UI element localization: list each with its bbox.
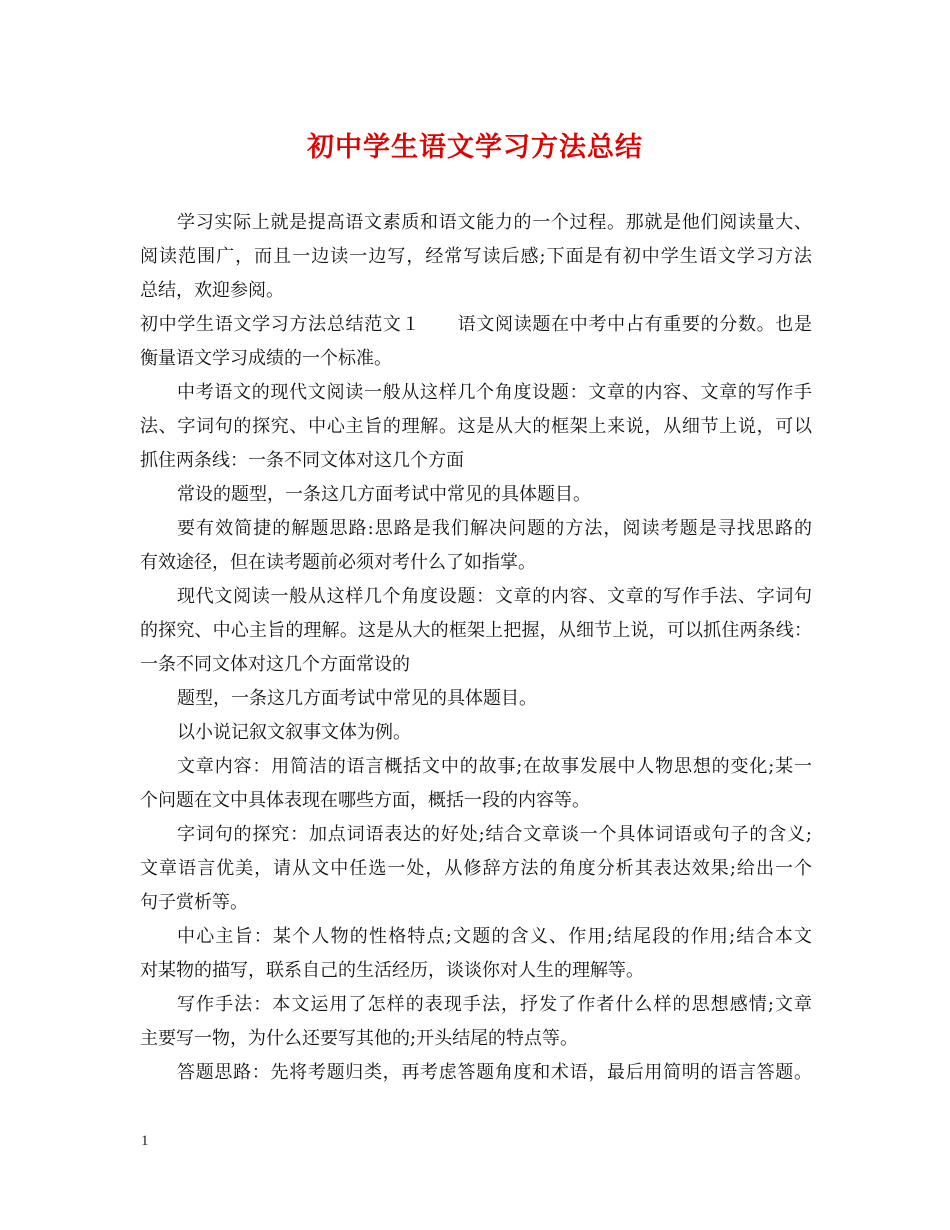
text-line: 法、字词句的探究、中心主旨的理解。这是从大的框架上来说，从细节上说，可以 (140, 416, 812, 437)
page-number: 1 (141, 1133, 149, 1149)
text-line: 一条不同文体对这几个方面常设的 (140, 654, 410, 675)
document-body (140, 206, 812, 1090)
text-line: 有效途径，但在读考题前必须对考什么了如指掌。 (140, 552, 536, 573)
document-title: 初中学生语文学习方法总结 (307, 132, 643, 163)
text-line: 个问题在文中具体表现在哪些方面，概括一段的内容等。 (140, 790, 590, 811)
text-line: 要有效简捷的解题思路:思路是我们解决问题的方法，阅读考题是寻找思路的 (177, 518, 812, 539)
text-line: 以小说记叙文叙事文体为例。 (177, 722, 411, 743)
text-line: 总结，欢迎参阅。 (140, 280, 284, 301)
text-line: 阅读范围广，而且一边读一边写，经常写读后感;下面是有初中学生语文学习方法 (140, 246, 812, 267)
text-line: 文章内容：用简洁的语言概括文中的故事;在故事发展中人物思想的变化;某一 (177, 756, 812, 777)
text-line: 对某物的描写，联系自己的生活经历，谈谈你对人生的理解等。 (140, 960, 644, 981)
text-line: 现代文阅读一般从这样几个角度设题：文章的内容、文章的写作手法、字词句 (177, 586, 812, 607)
text-line: 衡量语文学习成绩的一个标准。 (140, 348, 392, 369)
text-line: 常设的题型，一条这几方面考试中常见的具体题目。 (177, 484, 591, 505)
text-line: 中考语文的现代文阅读一般从这样几个角度设题：文章的内容、文章的写作手 (177, 382, 812, 403)
text-line: 写作手法：本文运用了怎样的表现手法，抒发了作者什么样的思想感情;文章 (177, 994, 812, 1015)
text-line: 主要写一物，为什么还要写其他的;开头结尾的特点等。 (140, 1028, 579, 1049)
text-line: 文章语言优美，请从文中任选一处，从修辞方法的角度分析其表达效果;给出一个 (140, 858, 812, 879)
text-line: 抓住两条线：一条不同文体对这几个方面 (140, 450, 464, 471)
text-line: 学习实际上就是提高语文素质和语文能力的一个过程。那就是他们阅读量大、 (177, 212, 812, 233)
text-line: 答题思路：先将考题归类，再考虑答题角度和术语，最后用简明的语言答题。 (177, 1062, 812, 1083)
text-line: 初中学生语文学习方法总结范文１ 语文阅读题在中考中占有重要的分数。也是 (140, 314, 812, 335)
text-line: 题型，一条这几方面考试中常见的具体题目。 (177, 688, 537, 709)
text-line: 字词句的探究：加点词语表达的好处;结合文章谈一个具体词语或句子的含义; (177, 824, 812, 845)
text-line: 中心主旨：某个人物的性格特点;文题的含义、作用;结尾段的作用;结合本文 (177, 926, 812, 947)
text-line: 的探究、中心主旨的理解。这是从大的框架上把握，从细节上说，可以抓住两条线： (140, 620, 812, 641)
text-line: 句子赏析等。 (140, 892, 248, 913)
